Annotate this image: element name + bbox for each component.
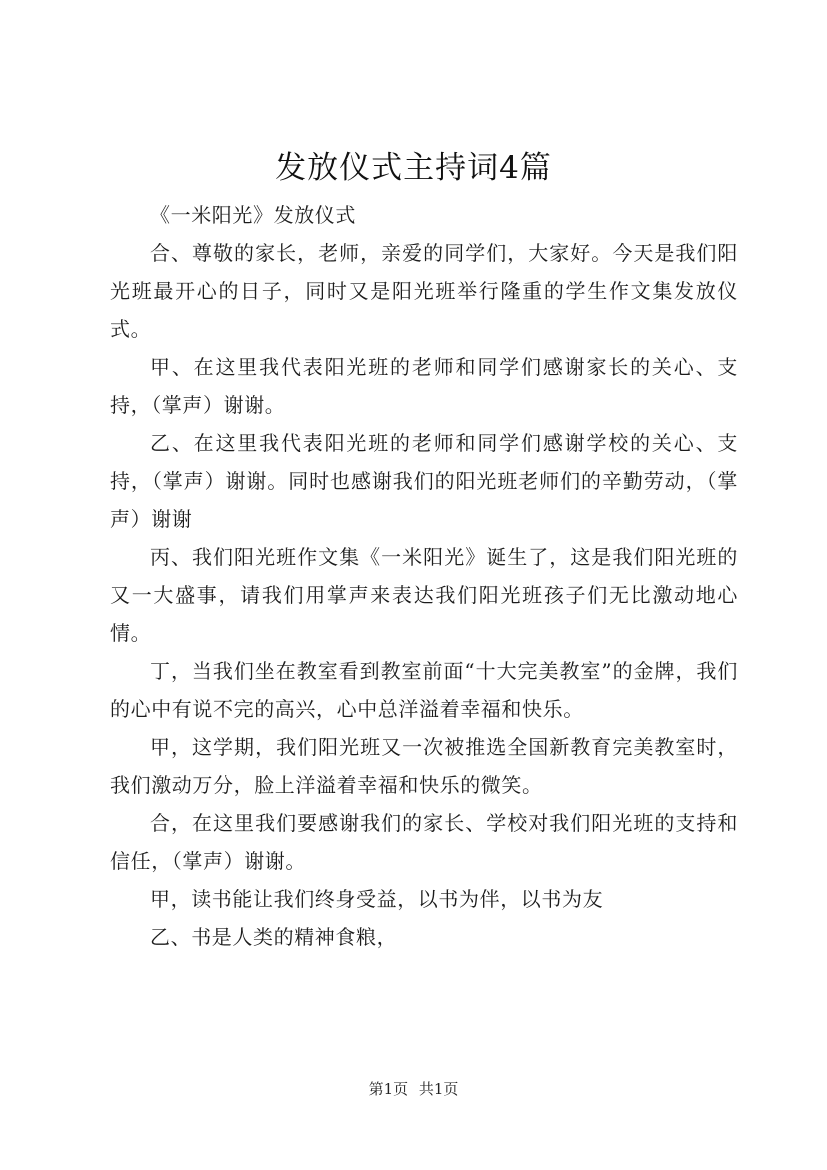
paragraph: 甲，这学期，我们阳光班又一次被推选全国新教育完美教室时，我们激动万分，脸上洋溢着幸福和快乐的微笑。	[110, 735, 738, 797]
paragraph: 甲、在这里我代表阳光班的老师和同学们感谢家长的关心、支持，（掌声）谢谢。	[110, 355, 738, 417]
paragraph: 合、尊敬的家长，老师，亲爱的同学们，大家好。今天是我们阳光班最开心的日子，同时又是阳光班举行隆重的学生作文集发放仪式。	[110, 241, 738, 341]
page-footer	[0, 1078, 827, 1100]
paragraph: 合，在这里我们要感谢我们的家长、学校对我们阳光班的支持和信任，（掌声）谢谢。	[110, 811, 738, 873]
paragraph: 丙、我们阳光班作文集《一米阳光》诞生了，这是我们阳光班的又一大盛事，请我们用掌声来表达我们阳光班孩子们无比激动地心情。	[110, 545, 738, 645]
document-body	[110, 196, 738, 956]
paragraph: 丁，当我们坐在教室看到教室前面“十大完美教室”的金牌，我们的心中有说不完的高兴，心中总洋溢着幸福和快乐。	[110, 659, 738, 721]
document-subtitle: 《一米阳光》发放仪式	[150, 203, 356, 227]
page-total: 共1页	[418, 1080, 459, 1098]
paragraph: 乙、在这里我代表阳光班的老师和同学们感谢学校的关心、支持，（掌声）谢谢。同时也感谢我们的阳光班老师们的辛勤劳动，（掌声）谢谢	[110, 431, 738, 531]
document-title: 发放仪式主持词4篇	[275, 150, 552, 186]
page-number: 第1页	[368, 1080, 409, 1098]
paragraph: 甲，读书能让我们终身受益，以书为伴，以书为友	[150, 887, 604, 911]
paragraph: 乙、书是人类的精神食粮，	[150, 925, 398, 949]
